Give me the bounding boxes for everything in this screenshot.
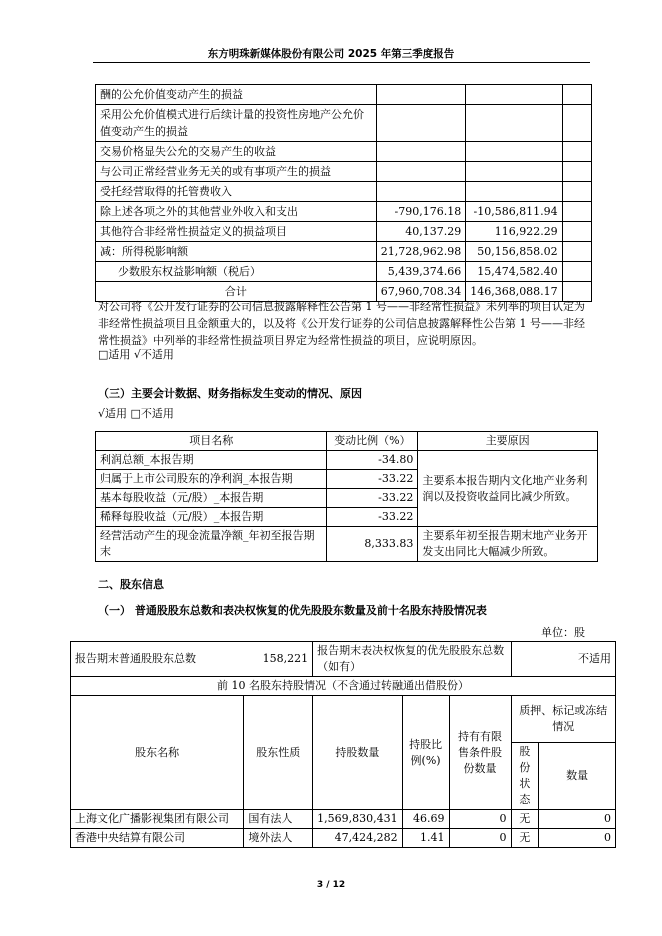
table-row [96,262,592,282]
row-item: 减：所得税影响额 [96,242,377,262]
row-note [562,162,591,182]
row-item: 酬的公允价值变动产生的损益 [96,85,377,105]
shareholder-name: 上海文化广播影视集团有限公司 [71,810,244,829]
row-note [562,222,591,242]
table-row [96,162,592,182]
column-header: 股东名称 [71,696,244,810]
total-shareholders-cell [71,642,313,677]
row-value-ytd: 15,474,582.40 [466,262,562,282]
table-row [71,677,616,696]
table-row [71,810,616,829]
row-value-current: 21,728,962.98 [376,242,465,262]
section-title: 二、股东信息 [98,578,164,591]
item-name: 经营活动产生的现金流量净额_年初至报告期末 [96,527,327,562]
row-item: 与公司正常经营业务无关的或有事项产生的损益 [96,162,377,182]
row-item: 交易价格显失公允的交易产生的收益 [96,142,377,162]
column-header: 股份状态 [511,743,539,810]
item-name: 稀释每股收益（元/股）_本报告期 [96,508,327,527]
pledge-status: 无 [511,829,539,848]
table-header-row [71,696,616,743]
row-note [562,202,591,222]
restricted-shares: 0 [449,810,511,829]
table-row [96,142,592,162]
explanation-paragraph: 对公司将《公开发行证券的公司信息披露解释性公告第 1 号——非经常性损益》未列举的项目认定为非经常性损益项目且金额重大的，以及将《公开发行证券的公司信息披露解释性公告第 1 号——非经常性损益》中列举的非经常性损益项目界定为经常性损益的项目，应说明原因。 [98,300,585,347]
row-value-current: 5,439,374.66 [376,262,465,282]
row-value-current [376,85,465,105]
share-quantity: 1,569,830,431 [313,810,402,829]
non-recurring-table [95,84,592,302]
unit-label: 单位：股 [541,626,585,639]
item-name: 基本每股收益（元/股）_本报告期 [96,489,327,508]
row-value-current: -790,176.18 [376,202,465,222]
item-name: 归属于上市公司股东的净利润_本报告期 [96,470,327,489]
row-value-ytd: 146,368,088.17 [466,282,562,302]
pref-value: 不适用 [511,642,616,677]
page-number: 3 / 12 [316,880,346,890]
pref-label: 报告期末表决权恢复的优先股股东总数（如有） [313,642,511,677]
report-header: 东方明珠新媒体股份有限公司 2025 年第三季度报告 [207,48,455,60]
row-note [562,142,591,162]
row-value-current [376,142,465,162]
table-row [71,642,616,677]
row-item: 受托经营取得的托管费收入 [96,182,377,202]
row-note [562,105,591,142]
change-ratio: -33.22 [327,470,418,489]
row-value-current [376,182,465,202]
column-header: 变动比例（%） [327,432,418,451]
row-value-current: 40,137.29 [376,222,465,242]
restricted-shares: 0 [449,829,511,848]
row-value-ytd [466,105,562,142]
change-ratio: -34.80 [327,451,418,470]
change-ratio: -33.22 [327,489,418,508]
table-row [96,182,592,202]
row-value-ytd [466,85,562,105]
column-header: 持股比例(%) [402,696,449,810]
column-header: 项目名称 [96,432,327,451]
column-header: 数量 [539,743,616,810]
row-value-current: 67,960,708.34 [376,282,465,302]
change-ratio: -33.22 [327,508,418,527]
header-rule [93,62,590,63]
main-reason: 主要系年初至报告期末地产业务开发支出同比大幅减少所致。 [418,527,598,562]
row-note [562,242,591,262]
subsection-title: （一） 普通股股东总数和表决权恢复的优先股股东数量及前十名股东持股情况表 [98,604,487,617]
shareholder-name: 香港中央结算有限公司 [71,829,244,848]
row-item: 采用公允价值模式进行后续计量的投资性房地产公允价值变动产生的损益 [96,105,377,142]
item-name: 利润总额_本报告期 [96,451,327,470]
column-header: 持有有限售条件股份数量 [449,696,511,810]
row-note [562,262,591,282]
table-row [96,222,592,242]
row-item: 合计 [96,282,377,302]
pledge-amount: 0 [539,829,616,848]
total-label: 报告期末普通股股东总数 [75,652,196,665]
shareholder-nature: 境外法人 [244,829,313,848]
table-row [96,85,592,105]
row-note [562,85,591,105]
shareholders-table [70,641,616,848]
applicability-check: □适用 √不适用 [98,348,174,361]
share-ratio: 1.41 [402,829,449,848]
pledge-status: 无 [511,810,539,829]
pledge-amount: 0 [539,810,616,829]
row-value-ytd [466,162,562,182]
applicability-check: √适用 □不适用 [98,407,174,420]
row-value-ytd [466,182,562,202]
change-reason-table [95,431,598,562]
row-item: 其他符合非经常性损益定义的损益项目 [96,222,377,242]
row-note [562,182,591,202]
row-value-current [376,162,465,182]
row-item: 少数股东权益影响额（税后） [96,262,377,282]
row-value-current [376,105,465,142]
row-value-ytd: -10,586,811.94 [466,202,562,222]
column-header: 质押、标记或冻结情况 [511,696,616,743]
column-header: 主要原因 [418,432,598,451]
table-row [96,105,592,142]
total-value: 158,221 [262,652,309,665]
share-quantity: 47,424,282 [313,829,402,848]
column-header: 股东性质 [244,696,313,810]
row-item: 除上述各项之外的其他营业外收入和支出 [96,202,377,222]
share-ratio: 46.69 [402,810,449,829]
row-value-ytd [466,142,562,162]
table-row [96,527,598,562]
change-ratio: 8,333.83 [327,527,418,562]
column-header: 持股数量 [313,696,402,810]
table-row [71,829,616,848]
row-value-ytd: 50,156,858.02 [466,242,562,262]
row-value-ytd: 116,922.29 [466,222,562,242]
table-header-row [96,432,598,451]
shareholder-nature: 国有法人 [244,810,313,829]
top10-caption: 前 10 名股东持股情况（不含通过转融通出借股份） [71,677,616,696]
section-title: （三）主要会计数据、财务指标发生变动的情况、原因 [98,387,362,400]
main-reason: 主要系本报告期内文化地产业务利润以及投资收益同比减少所致。 [418,451,598,527]
table-row [96,451,598,470]
table-row [96,242,592,262]
table-row [96,202,592,222]
